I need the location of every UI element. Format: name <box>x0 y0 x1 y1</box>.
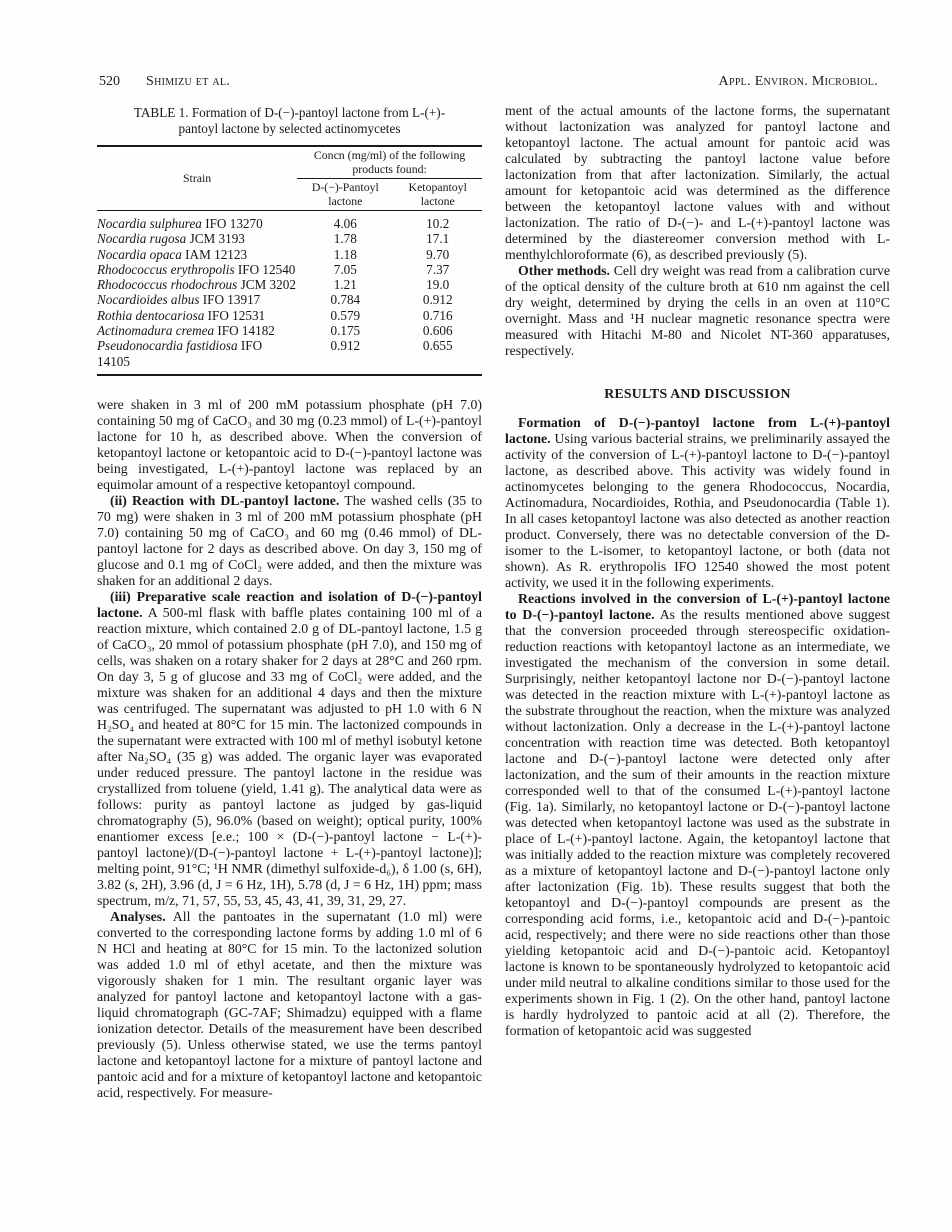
species-name: Rhodococcus erythropolis <box>97 261 235 277</box>
keto-value: 0.716 <box>422 307 453 323</box>
column-header-strain: Strain <box>183 170 212 185</box>
table-row <box>97 277 482 292</box>
two-column-body <box>97 103 890 1101</box>
strain-number: IFO 12540 <box>237 261 296 277</box>
strain-number: IAM 12123 <box>185 246 248 262</box>
table-row <box>97 292 482 307</box>
left-column <box>97 103 482 1101</box>
paragraph-text: The washed cells (35 to 70 mg) were shaken in 3 ml of 200 mM potassium phosphate (pH 7.0) containing 50 mg of CaCO₃ and 60 mg (0.46 mmol) of DL-pantoyl lactone for 2 days as described above. On day 3, 150 mg of glucose and 0.1 mg of CoCl₂ were added, and then the mixture was shaken for an additional 2 days. <box>97 492 483 588</box>
keto-value: 0.606 <box>422 323 453 339</box>
paragraph-text: A 500-ml flask with baffle plates containing 100 ml of a reaction mixture, which contained 2.0 g of DL-pantoyl lactone, 1.5 g of CaCO₃, 20 mmol of potassium phosphate (pH 7.0), and 150 mg of cells, was shaken on a rotary shaker for 2 days at 28°C and 260 rpm. On day 3, 5 g of glucose and 33 mg of CoCl₂ were added, and the mixture was shaken for an additional 4 days and then the mixture was centrifuged. The supernatant was adjusted to pH 1.0 with 6 N H₂SO₄ and heated at 80°C for 15 min. The lactonized compounds in the supernatant were extracted with 100 ml of methyl isobutyl ketone after Na₂SO₄ (35 g) was added. The organic layer was evaporated under reduced pressure. The pantoyl lactone in the residue was crystallized from toluene (yield, 1.41 g). The analytical data were as follows: purity as pantoyl lactone as judged by gas-liquid chromatography (5), 96.0% (based on weight); optical purity, 100% enantiomer excess [e.e.; 100 × (D-(−)-pantoyl lactone − L-(+)-pantoyl lactone)/(D-(−)-pantoyl lactone + L-(+)-pantoyl lactone)]; melting point, 91°C; ¹H NMR (dimethyl sulfoxide-d₆), δ 1.00 (s, 6H), 3.82 (s, 2H), 3.96 (d, J = 6 Hz, 1H), 5.78 (d, J = 6 Hz, 1H) ppm; mass spectrum, m/z, 71, 57, 55, 53, 45, 43, 41, 39, 31, 29, 27. <box>97 604 482 908</box>
strain-number: IFO 14182 <box>217 323 275 339</box>
table-1-body <box>97 211 482 375</box>
pantoyl-value: 1.78 <box>333 231 357 247</box>
species-name: Rothia dentocariosa <box>97 307 205 323</box>
strain-cell <box>97 211 297 232</box>
keto-value: 9.70 <box>426 246 450 262</box>
paragraph-lead: Reactions involved in the conversion of L-(+)-pantoyl lactone to D-(−)-pantoyl lactone. <box>505 591 890 622</box>
results-and-discussion-heading: RESULTS AND DISCUSSION <box>604 386 791 401</box>
keto-value: 10.2 <box>426 216 450 231</box>
table-row <box>97 247 482 262</box>
pantoyl-value: 1.18 <box>333 246 357 262</box>
table-row <box>97 262 482 277</box>
strain-cell <box>97 277 297 292</box>
paragraph-lead: Other methods. <box>518 263 610 278</box>
species-name: Nocardia opaca <box>97 246 182 262</box>
table-row <box>97 323 482 338</box>
preparative-scale-paragraph <box>97 589 482 909</box>
right-column <box>505 103 890 1101</box>
running-head-journal: Appl. Environ. Microbiol. <box>718 74 878 89</box>
species-name: Actinomadura cremea <box>97 323 215 339</box>
strain-cell <box>97 338 297 375</box>
strain-number: IFO 14105 <box>97 338 263 369</box>
paragraph-lead: (ii) Reaction with DL-pantoyl lactone. <box>110 492 340 508</box>
table-row <box>97 231 482 246</box>
strain-number: IFO 13270 <box>205 216 263 231</box>
running-head-left <box>99 74 230 90</box>
paragraph-text: As the results mentioned above suggest that the conversion proceeded through stereospecific oxidation-reduction reactions with ketopantoyl lactone as an intermediate, we investigated the mechanism of the conversion in some detail. Surprisingly, neither ketopantoyl lactone nor D-(−)-pantoyl lactone was detected in the reaction mixture with L-(+)-pantoyl lactone as the substrate throughout the reaction, when the mixture was analyzed without lactonization. Only a decrease in the L-(+)-pantoyl lactone concentration with reaction time was detected. Both ketopantoyl lactone and D-(−)-pantoyl lactone were detected only after lactonization, and the sum of their amounts in the reaction mixture corresponded well to that of the consumed L-(+)-pantoyl lactone (Fig. 1a). Similarly, no ketopantoyl lactone or D-(−)-pantoyl lactone was detected when ketopantoyl lactone was used as the substrate in place of L-(+)-pantoyl lactone. Again, the ketopantoyl lactone that was initially added to the reaction mixture was completely recovered as a mixture of ketopantoyl lactone and D-(−)-pantoyl lactone only after lactonization (Fig. 1b). These results suggest that both the ketopantoyl and D-(−)-pantoyl compounds are present as the corresponding acid forms, i.e., ketopantoic acid and D-(−)-pantoic acid, respectively; and there were no side reactions other than those yielding ketopantoic acid and D-(−)-pantoic acid. Ketopantoyl lactone is known to be spontaneously hydrolyzed to ketopantoic acid under mild neutral to alkaline conditions similar to those used for the experiments shown in Fig. 1 (2). On the other hand, pantoyl lactone is hardly hydrolyzed to pantoic acid at all (2). Therefore, the formation of ketopantoic acid was suggested <box>505 607 890 1038</box>
table-1 <box>97 145 482 376</box>
species-name: Nocardia sulphurea <box>97 216 202 231</box>
analyses-paragraph <box>97 909 482 1101</box>
other-methods-paragraph <box>505 263 890 359</box>
column-group-header-concn: Concn (mg/ml) of the following products found: <box>297 146 482 179</box>
paragraph-lead: Formation of D-(−)-pantoyl lactone from L-(+)-pantoyl lactone. <box>505 415 890 446</box>
column-header-ketopantoyl-lactone: Ketopantoyl lactone <box>408 180 467 208</box>
pantoyl-value: 0.579 <box>330 307 361 323</box>
reactions-conversion-paragraph <box>505 591 890 1039</box>
methods-continuation-paragraph: were shaken in 3 ml of 200 mM potassium phosphate (pH 7.0) containing 50 mg of CaCO₃ and 30 mg (0.23 mmol) of L-(+)-pantoyl lactone for 10 h, as described above. When the conversion of ketopantoyl lactone or ketopantoic acid to D-(−)-pantoyl lactone was being investigated, L-(+)-pantoyl lactone was replaced by an equimolar amount of a respective ketopantoyl compound. <box>97 396 482 492</box>
strain-cell <box>97 308 297 323</box>
species-name: Nocardioides albus <box>97 292 200 308</box>
pantoyl-value: 7.05 <box>333 261 357 277</box>
table-1-block <box>97 105 482 376</box>
formation-paragraph <box>505 415 890 591</box>
measurement-continuation-paragraph: ment of the actual amounts of the lactone forms, the supernatant without lactonization was analyzed for pantoyl lactone and ketopantoyl lactone. The actual amount for pantoic acid was calculated by subtracting the pantoyl lactone value before lactonization from that after lactonization. Similarly, the actual amount for ketopantoic acid was determined as the difference between the ketopantoyl lactone values with and without lactonization. The ratio of D-(−)- and L-(+)-pantoyl lactone was determined by the diastereomer conversion method with L-menthylchloroformate (6), as described previously (5). <box>505 103 890 262</box>
species-name: Rhodococcus rhodochrous <box>97 277 238 293</box>
strain-cell <box>97 262 297 277</box>
page-number: 520 <box>99 74 120 89</box>
table-1-caption-label: TABLE 1. <box>133 105 189 120</box>
paragraph-text: Cell dry weight was read from a calibration curve of the optical density of the culture broth at 610 nm against the cell dry weight, determined by drying the cells in an oven at 110°C overnight. Mass and ¹H nuclear magnetic resonance spectra were measured with Hitachi M-80 and Nicolet NT-360 apparatuses, respectively. <box>505 263 890 358</box>
table-1-header <box>97 146 482 211</box>
strain-cell <box>97 323 297 338</box>
species-name: Nocardia rugosa <box>97 231 187 247</box>
column-header-pantoyl-lactone: D-(−)-Pantoyl lactone <box>311 180 379 208</box>
table-1-caption <box>116 105 464 136</box>
strain-number: IFO 13917 <box>202 292 261 308</box>
keto-value: 0.912 <box>422 292 453 308</box>
strain-number: JCM 3202 <box>240 277 296 293</box>
pantoyl-value: 0.175 <box>330 323 361 339</box>
keto-value: 7.37 <box>426 261 450 277</box>
paragraph-lead: Analyses. <box>110 908 166 924</box>
paragraph-lead: (iii) Preparative scale reaction and isolation of D-(−)-pantoyl lactone. <box>97 588 482 620</box>
running-head <box>99 74 878 90</box>
reaction-dl-pantoyl-paragraph <box>97 493 482 589</box>
paragraph-text: Using various bacterial strains, we preliminarily assayed the activity of the conversion of L-(+)-pantoyl lactone to D-(−)-pantoyl lactone, as described above. This activity was widely found in actinomycetes belonging to the genera Rhodococcus, Nocardia, Actinomadura, Nocardioides, Rothia, and Pseudonocardia (Table 1). In all cases ketopantoyl lactone was also detected as another reaction product. Conversely, there was no detectable conversion of the D-isomer to the L-isomer, to ketopantoyl lactone, or both (data not shown). As R. erythropolis IFO 12540 showed the most potent activity, we used it in the following experiments. <box>505 431 890 590</box>
table-1-caption-text: Formation of D-(−)-pantoyl lactone from L-(+)-pantoyl lactone by selected actinomycetes <box>178 105 446 136</box>
table-row <box>97 211 482 232</box>
keto-value: 0.655 <box>422 338 453 354</box>
strain-cell <box>97 247 297 262</box>
pantoyl-value: 4.06 <box>333 216 357 231</box>
strain-cell <box>97 231 297 246</box>
pantoyl-value: 0.784 <box>330 292 361 308</box>
pantoyl-value: 1.21 <box>333 277 357 293</box>
strain-number: JCM 3193 <box>189 231 245 247</box>
pantoyl-value: 0.912 <box>330 338 361 354</box>
paragraph-text: All the pantoates in the supernatant (1.0 ml) were converted to the corresponding lactone forms by adding 1.0 ml of 6 N HCl and heating at 80°C for 15 min. To the lactonized solution was added 1.0 ml of ethyl acetate, and then the mixture was vigorously shaken for 1 min. The resultant organic layer was analyzed for pantoyl lactone and ketopantoyl lactone with a gas-liquid chromatograph (GC-7AF; Shimadzu) equipped with a flame ionization detector. Details of the measurement have been described previously (5). Unless otherwise stated, we use the terms pantoyl lactone and ketopantoyl lactone for a mixture of pantoyl lactone and pantoic acid and for a mixture of ketopantoyl lactone and ketopantoic acid, respectively. For measure- <box>97 908 482 1100</box>
running-head-authors: Shimizu et al. <box>146 74 231 89</box>
keto-value: 17.1 <box>426 231 450 247</box>
species-name: Pseudonocardia fastidiosa <box>97 338 238 354</box>
table-row <box>97 338 482 375</box>
table-row <box>97 308 482 323</box>
keto-value: 19.0 <box>426 277 450 293</box>
strain-number: IFO 12531 <box>207 307 266 323</box>
strain-cell <box>97 292 297 307</box>
